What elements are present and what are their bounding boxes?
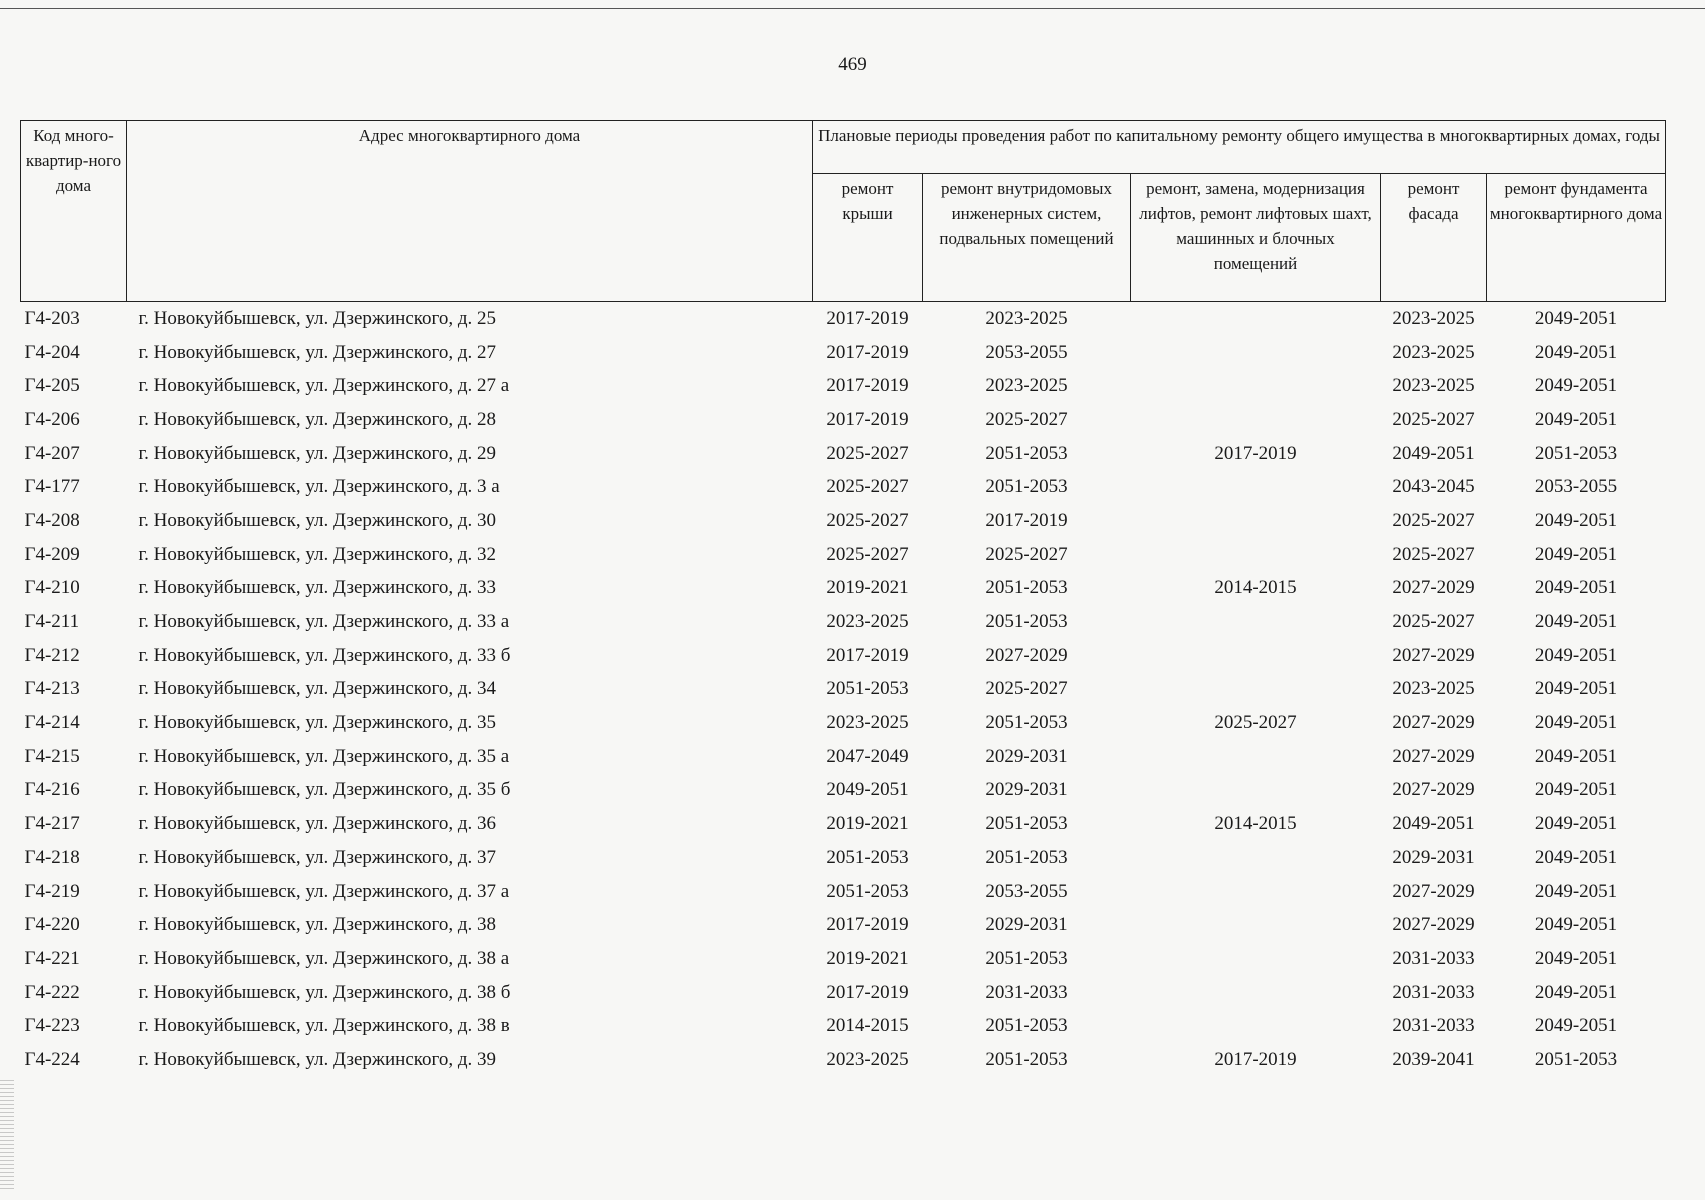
table-row [21,605,1666,639]
cell-address: г. Новокуйбышевск, ул. Дзержинского, д. 38 а [138,947,510,969]
cell-code: Г4-220 [24,914,80,936]
table-row [21,336,1666,370]
cell-foundation: 2049-2051 [1534,981,1618,1003]
cell-address: г. Новокуйбышевск, ул. Дзержинского, д. 33 б [138,644,511,666]
cell-foundation: 2049-2051 [1534,813,1618,835]
page-number: 469 [838,54,867,75]
cell-code: Г4-221 [24,947,80,969]
cell-foundation: 2049-2051 [1534,307,1618,329]
cell-address: г. Новокуйбышевск, ул. Дзержинского, д. 3 а [138,476,500,498]
cell-address: г. Новокуйбышевск, ул. Дзержинского, д. 25 [138,307,497,329]
cell-lifts [1131,908,1381,942]
cell-facade: 2023-2025 [1392,341,1475,363]
cell-foundation: 2049-2051 [1534,341,1618,363]
cell-systems: 2051-2053 [985,712,1068,734]
cell-roof: 2019-2021 [826,577,909,599]
cell-roof: 2025-2027 [826,442,909,464]
cell-facade: 2025-2027 [1392,543,1475,565]
cell-address: г. Новокуйбышевск, ул. Дзержинского, д. 37 а [138,880,510,902]
cell-facade: 2025-2027 [1392,408,1475,430]
cell-facade: 2039-2041 [1392,1048,1475,1070]
table-row [21,538,1666,572]
cell-address: г. Новокуйбышевск, ул. Дзержинского, д. 29 [138,442,497,464]
cell-lifts [1131,841,1381,875]
table-row [21,740,1666,774]
cell-roof: 2049-2051 [826,779,909,801]
cell-facade: 2027-2029 [1392,577,1475,599]
table-row [21,470,1666,504]
cell-facade: 2049-2051 [1392,813,1475,835]
top-border-line [0,8,1705,9]
cell-code: Г4-222 [24,981,80,1003]
header-address: Адрес многоквартирного дома [127,121,813,302]
cell-systems: 2051-2053 [985,611,1068,633]
cell-lifts [1131,504,1381,538]
cell-roof: 2023-2025 [826,712,909,734]
cell-code: Г4-215 [24,745,80,767]
cell-systems: 2051-2053 [985,813,1068,835]
cell-facade: 2027-2029 [1392,779,1475,801]
cell-systems: 2051-2053 [985,442,1068,464]
cell-roof: 2051-2053 [826,846,909,868]
cell-systems: 2025-2027 [985,408,1068,430]
cell-code: Г4-218 [24,846,80,868]
cell-code: Г4-213 [24,678,80,700]
cell-roof: 2017-2019 [826,644,909,666]
cell-systems: 2027-2029 [985,644,1068,666]
cell-address: г. Новокуйбышевск, ул. Дзержинского, д. 38 в [138,1015,510,1037]
cell-facade: 2031-2033 [1392,1015,1475,1037]
cell-code: Г4-203 [24,307,80,329]
cell-roof: 2017-2019 [826,341,909,363]
table-row [21,841,1666,875]
table-row [21,639,1666,673]
cell-code: Г4-212 [24,644,80,666]
cell-foundation: 2049-2051 [1534,509,1618,531]
cell-roof: 2019-2021 [826,947,909,969]
cell-facade: 2027-2029 [1392,880,1475,902]
cell-code: Г4-219 [24,880,80,902]
cell-lifts: 2017-2019 [1214,442,1297,464]
cell-code: Г4-224 [24,1048,80,1070]
cell-lifts [1131,976,1381,1010]
cell-foundation: 2049-2051 [1534,577,1618,599]
cell-foundation: 2049-2051 [1534,611,1618,633]
cell-systems: 2051-2053 [985,476,1068,498]
cell-code: Г4-204 [24,341,80,363]
cell-lifts: 2025-2027 [1214,712,1297,734]
cell-facade: 2027-2029 [1392,745,1475,767]
cell-foundation: 2049-2051 [1534,678,1618,700]
cell-facade: 2029-2031 [1392,846,1475,868]
cell-systems: 2051-2053 [985,577,1068,599]
table-row [21,437,1666,471]
cell-systems: 2025-2027 [985,678,1068,700]
cell-systems: 2051-2053 [985,1048,1068,1070]
cell-lifts [1131,1009,1381,1043]
table-row [21,875,1666,909]
cell-roof: 2023-2025 [826,611,909,633]
cell-lifts [1131,740,1381,774]
cell-roof: 2017-2019 [826,914,909,936]
cell-facade: 2031-2033 [1392,947,1475,969]
cell-code: Г4-177 [24,476,80,498]
cell-address: г. Новокуйбышевск, ул. Дзержинского, д. 38 [138,914,497,936]
cell-roof: 2017-2019 [826,307,909,329]
cell-lifts [1131,942,1381,976]
table-row [21,504,1666,538]
cell-roof: 2025-2027 [826,543,909,565]
cell-foundation: 2049-2051 [1534,1015,1618,1037]
cell-lifts [1131,336,1381,370]
table-row [21,706,1666,740]
cell-foundation: 2051-2053 [1534,442,1618,464]
cell-foundation: 2049-2051 [1534,779,1618,801]
cell-systems: 2051-2053 [985,947,1068,969]
cell-lifts [1131,403,1381,437]
cell-code: Г4-205 [24,375,80,397]
cell-roof: 2047-2049 [826,745,909,767]
table-row [21,774,1666,808]
cell-facade: 2025-2027 [1392,509,1475,531]
cell-foundation: 2049-2051 [1534,712,1618,734]
cell-facade: 2023-2025 [1392,375,1475,397]
table-body [21,302,1666,1077]
cell-systems: 2031-2033 [985,981,1068,1003]
cell-foundation: 2053-2055 [1534,476,1618,498]
cell-facade: 2025-2027 [1392,611,1475,633]
cell-foundation: 2049-2051 [1534,914,1618,936]
scan-edge-noise [0,1080,14,1190]
cell-address: г. Новокуйбышевск, ул. Дзержинского, д. 34 [138,678,497,700]
cell-roof: 2025-2027 [826,509,909,531]
cell-facade: 2049-2051 [1392,442,1475,464]
cell-code: Г4-206 [24,408,80,430]
cell-facade: 2043-2045 [1392,476,1475,498]
cell-lifts [1131,774,1381,808]
cell-systems: 2053-2055 [985,880,1068,902]
cell-systems: 2029-2031 [985,914,1068,936]
cell-systems: 2051-2053 [985,846,1068,868]
cell-roof: 2025-2027 [826,476,909,498]
table-row [21,942,1666,976]
cell-roof: 2017-2019 [826,375,909,397]
cell-roof: 2019-2021 [826,813,909,835]
cell-foundation: 2049-2051 [1534,408,1618,430]
table-row [21,403,1666,437]
table-row [21,1043,1666,1077]
cell-address: г. Новокуйбышевск, ул. Дзержинского, д. 30 [138,509,497,531]
cell-address: г. Новокуйбышевск, ул. Дзержинского, д. 36 [138,813,497,835]
cell-lifts [1131,470,1381,504]
cell-code: Г4-210 [24,577,80,599]
header-lifts: ремонт, замена, модернизация лифтов, ремонт лифтовых шахт, машинных и блочных помещений [1131,174,1381,302]
table-row [21,1009,1666,1043]
cell-code: Г4-223 [24,1015,80,1037]
cell-systems: 2023-2025 [985,375,1068,397]
cell-roof: 2017-2019 [826,408,909,430]
cell-address: г. Новокуйбышевск, ул. Дзержинского, д. 38 б [138,981,511,1003]
cell-facade: 2027-2029 [1392,712,1475,734]
cell-systems: 2025-2027 [985,543,1068,565]
cell-code: Г4-211 [24,611,80,633]
cell-code: Г4-217 [24,813,80,835]
cell-address: г. Новокуйбышевск, ул. Дзержинского, д. 27 [138,341,497,363]
header-facade: ремонт фасада [1381,174,1487,302]
cell-foundation: 2049-2051 [1534,644,1618,666]
header-systems: ремонт внутридомовых инженерных систем, подвальных помещений [923,174,1131,302]
cell-roof: 2017-2019 [826,981,909,1003]
table-row [21,673,1666,707]
cell-lifts [1131,605,1381,639]
cell-address: г. Новокуйбышевск, ул. Дзержинского, д. 39 [138,1048,497,1070]
cell-foundation: 2049-2051 [1534,543,1618,565]
cell-roof: 2023-2025 [826,1048,909,1070]
cell-address: г. Новокуйбышевск, ул. Дзержинского, д. 27 а [138,375,510,397]
cell-systems: 2029-2031 [985,745,1068,767]
cell-address: г. Новокуйбышевск, ул. Дзержинского, д. 37 [138,846,497,868]
cell-lifts [1131,538,1381,572]
cell-roof: 2014-2015 [826,1015,909,1037]
table-row [21,908,1666,942]
cell-address: г. Новокуйбышевск, ул. Дзержинского, д. 35 б [138,779,511,801]
cell-systems: 2053-2055 [985,341,1068,363]
cell-lifts [1131,302,1381,336]
table-row [21,572,1666,606]
cell-foundation: 2049-2051 [1534,880,1618,902]
table-row [21,807,1666,841]
cell-address: г. Новокуйбышевск, ул. Дзержинского, д. 35 [138,712,497,734]
cell-lifts [1131,875,1381,909]
cell-address: г. Новокуйбышевск, ул. Дзержинского, д. 33 [138,577,497,599]
cell-foundation: 2049-2051 [1534,947,1618,969]
cell-systems: 2017-2019 [985,509,1068,531]
header-periods: Плановые периоды проведения работ по капитальному ремонту общего имущества в многоквартирных домах, годы [813,121,1666,174]
cell-systems: 2051-2053 [985,1015,1068,1037]
cell-facade: 2027-2029 [1392,914,1475,936]
cell-address: г. Новокуйбышевск, ул. Дзержинского, д. 28 [138,408,497,430]
cell-foundation: 2051-2053 [1534,1048,1618,1070]
cell-lifts: 2014-2015 [1214,813,1297,835]
cell-code: Г4-209 [24,543,80,565]
table-row [21,302,1666,336]
cell-address: г. Новокуйбышевск, ул. Дзержинского, д. 35 а [138,745,510,767]
cell-roof: 2051-2053 [826,880,909,902]
cell-facade: 2023-2025 [1392,678,1475,700]
cell-address: г. Новокуйбышевск, ул. Дзержинского, д. 33 а [138,611,510,633]
header-foundation: ремонт фундамента многоквартирного дома [1487,174,1666,302]
cell-code: Г4-207 [24,442,80,464]
cell-code: Г4-216 [24,779,80,801]
cell-systems: 2029-2031 [985,779,1068,801]
cell-systems: 2023-2025 [985,307,1068,329]
cell-roof: 2051-2053 [826,678,909,700]
cell-foundation: 2049-2051 [1534,846,1618,868]
cell-lifts: 2014-2015 [1214,577,1297,599]
cell-address: г. Новокуйбышевск, ул. Дзержинского, д. 32 [138,543,497,565]
cell-code: Г4-214 [24,712,80,734]
cell-lifts [1131,673,1381,707]
cell-lifts [1131,639,1381,673]
table-row [21,369,1666,403]
header-code: Код много-квартир-ного дома [21,121,127,302]
cell-code: Г4-208 [24,509,80,531]
table-row [21,976,1666,1010]
cell-foundation: 2049-2051 [1534,745,1618,767]
cell-facade: 2023-2025 [1392,307,1475,329]
cell-facade: 2027-2029 [1392,644,1475,666]
repair-schedule-table [20,120,1666,1077]
cell-facade: 2031-2033 [1392,981,1475,1003]
cell-foundation: 2049-2051 [1534,375,1618,397]
cell-lifts [1131,369,1381,403]
header-roof: ремонт крыши [813,174,923,302]
cell-lifts: 2017-2019 [1214,1048,1297,1070]
